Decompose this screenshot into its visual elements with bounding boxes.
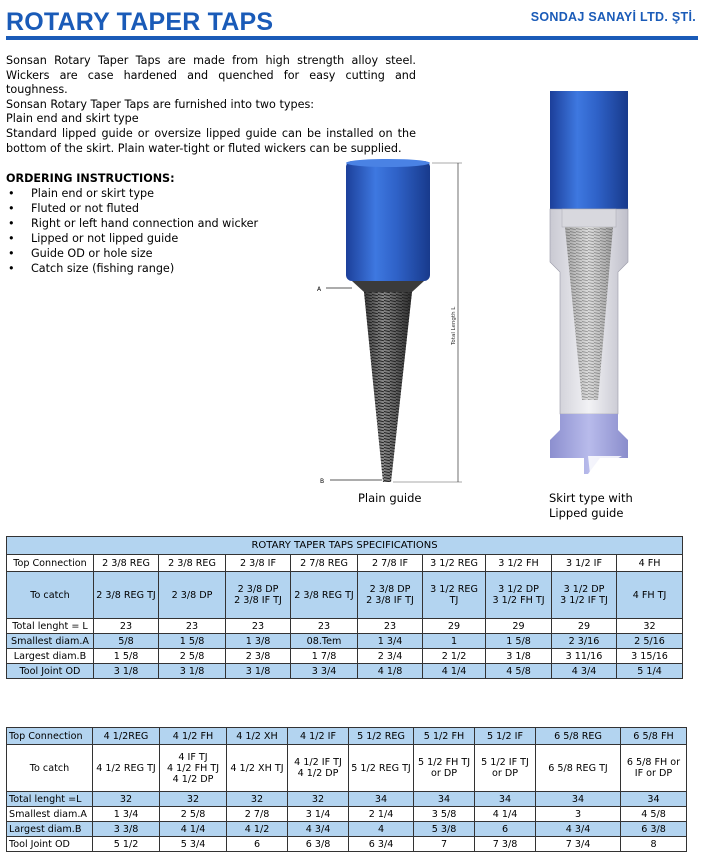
cell-line: 4 FH TJ: [632, 589, 667, 601]
table-cell: 3 1/8: [486, 649, 552, 664]
table-cell: 2 3/8 IF: [226, 555, 291, 572]
table-cell: 7 3/8: [475, 837, 536, 852]
table-cell: [423, 572, 486, 619]
dim-a-label: A: [317, 286, 322, 293]
top-connection-row: [7, 555, 683, 572]
table-cell: 2 1/2: [423, 649, 486, 664]
cell-line: 2 3/8 DP: [171, 589, 213, 601]
intro-line: Sonsan Rotary Taper Taps are made from high strength alloy steel.: [6, 54, 416, 67]
table-cell: 5 1/2 FH: [414, 728, 475, 745]
table-cell: 5 1/2 REG: [349, 728, 414, 745]
table-cell: 1 3/4: [93, 807, 160, 822]
table-cell: 3 3/8: [93, 822, 160, 837]
table-cell: 5/8: [94, 634, 159, 649]
table-cell: 2 7/8: [227, 807, 288, 822]
table-cell: 4 3/4: [288, 822, 349, 837]
cell-line: 3 1/2 REG: [430, 584, 478, 595]
row-label: Top Connection: [7, 555, 94, 572]
table-cell: 23: [159, 619, 226, 634]
table-cell: 5 3/8: [414, 822, 475, 837]
row-label: Total lenght =L: [7, 792, 93, 807]
table-cell: 23: [226, 619, 291, 634]
table-cell: 3 1/8: [159, 664, 226, 679]
largest-diam-row: [7, 822, 687, 837]
row-label: Smallest diam.A: [7, 807, 93, 822]
table-cell: [291, 572, 358, 619]
table-cell: 3 11/16: [552, 649, 617, 664]
table-cell: 32: [160, 792, 227, 807]
plain-guide-caption: Plain guide: [358, 491, 422, 505]
table-cell: [288, 745, 349, 792]
table-cell: 3 1/2 IF: [552, 555, 617, 572]
table-cell: 1 5/8: [159, 634, 226, 649]
table-cell: 6: [475, 822, 536, 837]
table-cell: 4 1/8: [358, 664, 423, 679]
table-cell: 2 5/16: [617, 634, 683, 649]
ordering-item: • Catch size (fishing range): [6, 261, 258, 276]
plain-guide-tap: [317, 159, 462, 485]
table-cell: [226, 572, 291, 619]
ordering-item: • Plain end or skirt type: [6, 186, 258, 201]
table-cell: 1 3/4: [358, 634, 423, 649]
table-cell: 2 3/8: [226, 649, 291, 664]
tap-shoulder: [352, 281, 424, 292]
table-cell: 4 FH: [617, 555, 683, 572]
table-cell: 4 5/8: [621, 807, 687, 822]
to-catch-row: [7, 745, 687, 792]
table-cell: 2 7/8 REG: [291, 555, 358, 572]
intro-line: Plain end and skirt type: [6, 112, 139, 126]
table-cell: 1: [423, 634, 486, 649]
row-label: Smallest diam.A: [7, 634, 94, 649]
table-cell: 34: [475, 792, 536, 807]
table-cell: 4 1/2 XH: [227, 728, 288, 745]
table-cell: [349, 745, 414, 792]
table-cell: 3 1/8: [226, 664, 291, 679]
table-cell: 6 3/4: [349, 837, 414, 852]
ordering-item: • Fluted or not fluted: [6, 201, 258, 216]
table-cell: 32: [617, 619, 683, 634]
table-cell: [94, 572, 159, 619]
table-cell: 6 5/8 REG: [536, 728, 621, 745]
lip-cut: [588, 456, 622, 474]
table-cell: 2 1/4: [349, 807, 414, 822]
table-cell: 32: [288, 792, 349, 807]
table-cell: 32: [93, 792, 160, 807]
table-cell: 4 1/2 FH: [160, 728, 227, 745]
cell-line: 4 1/2 XH TJ: [230, 762, 284, 774]
cell-line: 3 1/2 IF TJ: [560, 595, 608, 606]
cell-line: 2 3/8 REG TJ: [294, 589, 354, 601]
row-label: Tool Joint OD: [7, 664, 94, 679]
table-cell: 08.Tem: [291, 634, 358, 649]
table-cell: 6 3/8: [621, 822, 687, 837]
row-label: Top Connection: [7, 728, 93, 745]
table-cell: [227, 745, 288, 792]
table-cell: 34: [621, 792, 687, 807]
table-cell: [486, 572, 552, 619]
cell-line: 2 3/8 IF TJ: [234, 595, 282, 606]
table-cell: [621, 745, 687, 792]
table-cell: 2 7/8 IF: [358, 555, 423, 572]
skirt-tool-joint: [550, 91, 628, 209]
table-cell: 3 1/8: [94, 664, 159, 679]
table-cell: 34: [414, 792, 475, 807]
table-cell: 6 3/8: [288, 837, 349, 852]
row-label: Tool Joint OD: [7, 837, 93, 852]
cell-line: or DP: [491, 768, 519, 779]
cell-line: 5 1/2 REG TJ: [351, 762, 411, 774]
table-cell: [617, 572, 683, 619]
table-cell: 34: [536, 792, 621, 807]
table-cell: 7: [414, 837, 475, 852]
row-label: To catch: [7, 745, 93, 792]
row-label: To catch: [7, 572, 94, 619]
cell-line: 3 1/2 DP: [563, 584, 605, 595]
table-cell: 2 3/4: [358, 649, 423, 664]
table-cell: [160, 745, 227, 792]
table-cell: 3 1/2 FH: [486, 555, 552, 572]
ordering-item: • Lipped or not lipped guide: [6, 231, 258, 246]
table-cell: 8: [621, 837, 687, 852]
smallest-diam-row: [7, 807, 687, 822]
table-cell: 2 3/16: [552, 634, 617, 649]
ordering-item: • Guide OD or hole size: [6, 246, 258, 261]
cell-line: or DP: [430, 768, 458, 779]
table-cell: [552, 572, 617, 619]
intro-line: Wickers are case hardened and quenched for easy cutting and toughness.: [6, 68, 416, 97]
table-cell: 29: [423, 619, 486, 634]
table-cell: [475, 745, 536, 792]
table-cell: 2 3/8 REG: [94, 555, 159, 572]
table-cell: 7 3/4: [536, 837, 621, 852]
table-cell: 4 1/4: [160, 822, 227, 837]
total-length-row: [7, 619, 683, 634]
table-cell: 29: [486, 619, 552, 634]
table-cell: 4 1/4: [475, 807, 536, 822]
table-cell: 4: [349, 822, 414, 837]
cell-line: TJ: [449, 595, 459, 606]
table-cell: 4 3/4: [536, 822, 621, 837]
to-catch-row: [7, 572, 683, 619]
table-cell: 1 7/8: [291, 649, 358, 664]
total-length-row: [7, 792, 687, 807]
intro-line: Standard lipped guide or oversize lipped guide can be installed on the: [6, 126, 416, 140]
ordering-item: • Right or left hand connection and wicker: [6, 216, 258, 231]
table-cell: 23: [358, 619, 423, 634]
table-cell: 3 15/16: [617, 649, 683, 664]
cell-line: 5 1/2 IF TJ: [481, 757, 529, 768]
table-cell: 6: [227, 837, 288, 852]
table-cell: 6 5/8 FH: [621, 728, 687, 745]
table-cell: 3: [536, 807, 621, 822]
cell-line: 2 3/8 IF TJ: [366, 595, 414, 606]
skirt-caption-line1: Skirt type with: [549, 491, 633, 505]
table-cell: 1 5/8: [94, 649, 159, 664]
table-cell: 3 1/2 REG: [423, 555, 486, 572]
cell-line: 2 3/8 DP: [237, 584, 279, 595]
table-cell: 5 1/2: [93, 837, 160, 852]
table-cell: 2 5/8: [160, 807, 227, 822]
table-cell: 5 3/4: [160, 837, 227, 852]
cell-line: 3 1/2 DP: [498, 584, 539, 595]
table-cell: [414, 745, 475, 792]
cell-line: 2 3/8 DP: [369, 584, 411, 595]
table-cell: [358, 572, 423, 619]
table-cell: [93, 745, 160, 792]
table-cell: [159, 572, 226, 619]
table-cell: 4 1/2 IF: [288, 728, 349, 745]
table-cell: 4 1/4: [423, 664, 486, 679]
table-cell: 3 1/4: [288, 807, 349, 822]
table-cell: 2 5/8: [159, 649, 226, 664]
ordering-title: ORDERING INSTRUCTIONS:: [6, 172, 175, 185]
cell-line: 4 1/2 DP: [172, 773, 214, 785]
table-cell: 5 1/2 IF: [475, 728, 536, 745]
page-title: ROTARY TAPER TAPS: [6, 8, 274, 36]
skirt-inner-top: [562, 209, 616, 227]
tool-joint-body: [346, 161, 430, 281]
table-cell: [536, 745, 621, 792]
cell-line: 2 3/8 REG TJ: [96, 589, 156, 601]
table-cell: 2 3/8 REG: [159, 555, 226, 572]
table-cell: 3 5/8: [414, 807, 475, 822]
table-cell: 29: [552, 619, 617, 634]
table-cell: 3 3/4: [291, 664, 358, 679]
table-cell: 23: [94, 619, 159, 634]
cell-line: 6 5/8 REG TJ: [548, 762, 608, 774]
spec-table-2: [6, 727, 687, 852]
row-label: Total lenght = L: [7, 619, 94, 634]
dim-b-label: B: [320, 478, 325, 485]
row-label: Largest diam.B: [7, 822, 93, 837]
table-cell: 4 5/8: [486, 664, 552, 679]
smallest-diam-row: [7, 634, 683, 649]
intro-line: bottom of the skirt. Plain water-tight or fluted wickers can be supplied.: [6, 141, 402, 155]
table-title: ROTARY TAPER TAPS SPECIFICATIONS: [7, 537, 683, 555]
table-cell: 5 1/4: [617, 664, 683, 679]
skirt-caption-line2: Lipped guide: [549, 506, 624, 520]
table-cell: 32: [227, 792, 288, 807]
table-cell: 34: [349, 792, 414, 807]
table-cell: 1 5/8: [486, 634, 552, 649]
largest-diam-row: [7, 649, 683, 664]
dim-total-label: Total Length L: [451, 306, 457, 345]
cell-line: IF or DP: [634, 768, 673, 779]
table-cell: 4 1/2REG: [93, 728, 160, 745]
tap-threads: [364, 292, 412, 482]
tool-joint-top: [346, 159, 430, 167]
table-title-row: [7, 537, 683, 555]
cell-line: 4 1/2 REG TJ: [96, 762, 156, 774]
top-connection-row: [7, 728, 687, 745]
cell-line: 5 1/2 FH TJ: [417, 757, 471, 768]
tool-joint-od-row: [7, 664, 683, 679]
cell-line: 4 IF TJ: [178, 751, 208, 763]
spec-table-1: [6, 536, 683, 679]
row-label: Largest diam.B: [7, 649, 94, 664]
cell-line: 3 1/2 FH TJ: [492, 595, 545, 606]
table-cell: 23: [291, 619, 358, 634]
table-cell: 4 1/2: [227, 822, 288, 837]
intro-line: Sonsan Rotary Taper Taps are furnished into two types:: [6, 97, 315, 111]
cell-line: 4 1/2 FH TJ: [166, 762, 220, 774]
table-cell: 1 3/8: [226, 634, 291, 649]
table-cell: 4 3/4: [552, 664, 617, 679]
skirt-type-tap: [550, 91, 628, 474]
cell-line: 6 5/8 FH or: [626, 757, 681, 768]
tool-joint-od-row: [7, 837, 687, 852]
company-name: SONDAJ SANAYİ LTD. ŞTİ.: [530, 10, 696, 24]
cell-line: 4 1/2 IF TJ: [294, 757, 342, 768]
cell-line: 4 1/2 DP: [297, 768, 339, 779]
